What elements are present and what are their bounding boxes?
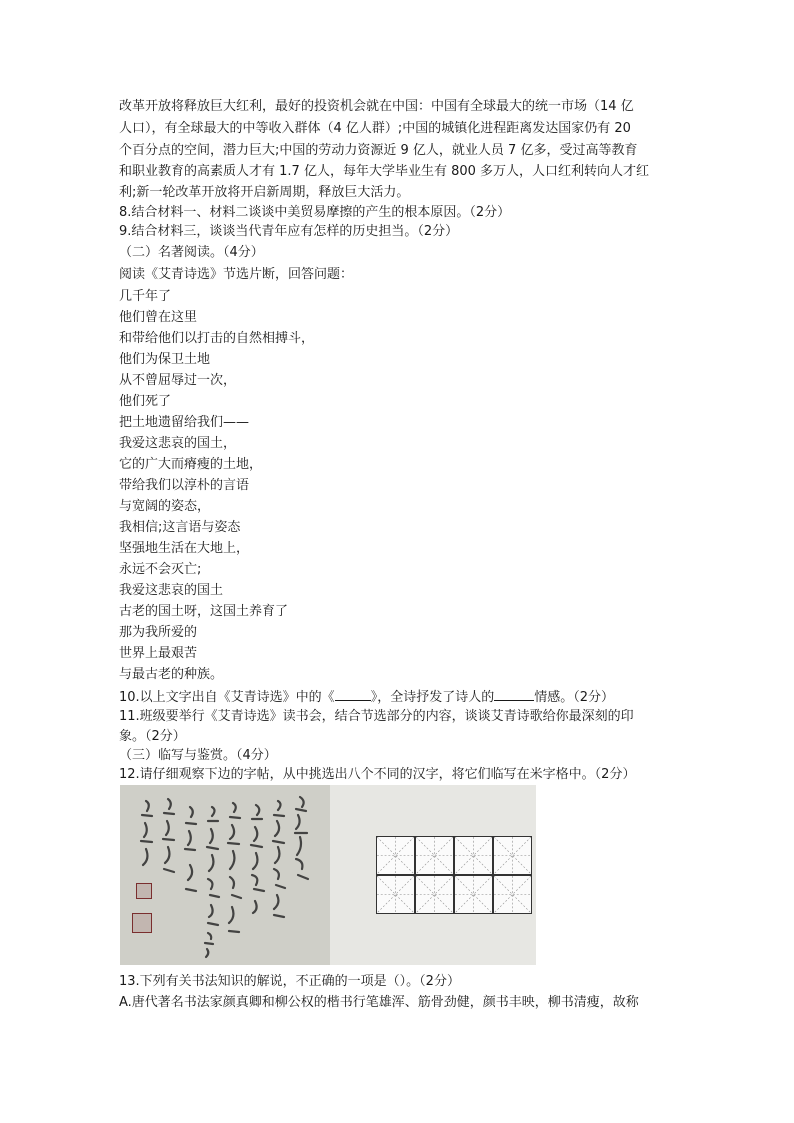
question-10-part3: 情感。（2分）	[534, 690, 614, 705]
section-heading-3: （三）临写与鉴赏。（4分）	[119, 748, 277, 763]
seal-stamp	[132, 913, 152, 933]
question-12: 12.请仔细观察下边的字帖，从中挑选出八个不同的汉字，将它们临写在米字格中。（2分）	[119, 767, 636, 782]
reading-instruction: 阅读《艾青诗选》节选片断，回答问题：	[119, 267, 354, 282]
text-line: 和职业教育的高素质人才有 1.7 亿人，每年大学毕业生有 800 多万人，人口红利转向人才红	[119, 164, 650, 179]
emotion-answer-blank[interactable]	[494, 686, 534, 701]
poem-line: 他们为保卫土地	[119, 352, 211, 367]
question-9: 9.结合材料三，谈谈当代青年应有怎样的历史担当。（2分）	[119, 224, 459, 239]
poem-line: 与最古老的种族。	[119, 667, 224, 682]
text-line: 改革开放将释放巨大红利，最好的投资机会就在中国：中国有全球最大的统一市场（14 亿	[119, 99, 634, 114]
poem-line: 我爱这悲哀的国土，	[119, 436, 237, 451]
question-13: 13.下列有关书法知识的解说，不正确的一项是（）。（2分）	[119, 974, 460, 989]
calligraphy-strokes	[120, 785, 330, 965]
title-answer-blank[interactable]	[335, 686, 371, 701]
poem-line: 与宽阔的姿态，	[119, 499, 211, 514]
poem-line: 我爱这悲哀的国土	[119, 583, 224, 598]
question-11: 11.班级要举行《艾青诗选》读书会，结合节选部分的内容，谈谈艾青诗歌给你最深刻的印	[119, 709, 634, 724]
mi-grid-cell[interactable]	[493, 875, 532, 914]
poem-line: 他们曾在这里	[119, 310, 198, 325]
mi-grid-cell[interactable]	[454, 875, 493, 914]
question-10-part1: 10.以上文字出自《艾青诗选》中的《	[119, 690, 335, 705]
mi-grid-cell[interactable]	[376, 875, 415, 914]
mi-grid-cell[interactable]	[493, 836, 532, 875]
poem-line: 那为我所爱的	[119, 625, 198, 640]
text-line: 个百分点的空间，潜力巨大;中国的劳动力资源近 9 亿人，就业人员 7 亿多，受过高等教育	[119, 143, 638, 158]
mi-character-grid	[376, 836, 532, 914]
question-10-part2: 》，全诗抒发了诗人的	[370, 690, 495, 705]
poem-line: 几千年了	[119, 289, 172, 304]
question-8: 8.结合材料一、材料二谈谈中美贸易摩擦的产生的根本原因。（2分）	[119, 205, 511, 220]
mi-grid-cell[interactable]	[415, 836, 454, 875]
poem-line: 永远不会灭亡;	[119, 562, 202, 577]
poem-line: 他们死了	[119, 394, 172, 409]
text-line: 利;新一轮改革开放将开启新周期，释放巨大活力。	[119, 185, 410, 200]
poem-line: 把土地遗留给我们——	[119, 415, 250, 430]
mi-grid-cell[interactable]	[454, 836, 493, 875]
poem-line: 带给我们以淳朴的言语	[119, 478, 250, 493]
seal-stamp	[136, 883, 152, 899]
question-13-option-a: A.唐代著名书法家颜真卿和柳公权的楷书行笔雄浑、筋骨劲健，颜书丰映，柳书清瘦，故称	[119, 995, 639, 1010]
question-11-cont: 象。（2分）	[119, 729, 186, 744]
poem-line: 古老的国土呀，这国土养育了	[119, 604, 289, 619]
poem-line: 从不曾屈辱过一次，	[119, 373, 237, 388]
poem-line: 和带给他们以打击的自然相搏斗，	[119, 331, 315, 346]
poem-line: 世界上最艰苦	[119, 646, 198, 661]
mi-grid-cell[interactable]	[415, 875, 454, 914]
poem-line: 它的广大而瘠瘦的土地，	[119, 457, 263, 472]
mi-grid-cell[interactable]	[376, 836, 415, 875]
question-10	[119, 686, 679, 706]
section-heading-2: （二）名著阅读。（4分）	[119, 245, 264, 260]
poem-line: 我相信;这言语与姿态	[119, 520, 241, 535]
poem-line: 坚强地生活在大地上，	[119, 541, 250, 556]
text-line: 人口），有全球最大的中等收入群体（4 亿人群）;中国的城镇化进程距离发达国家仍有 20	[119, 121, 631, 136]
